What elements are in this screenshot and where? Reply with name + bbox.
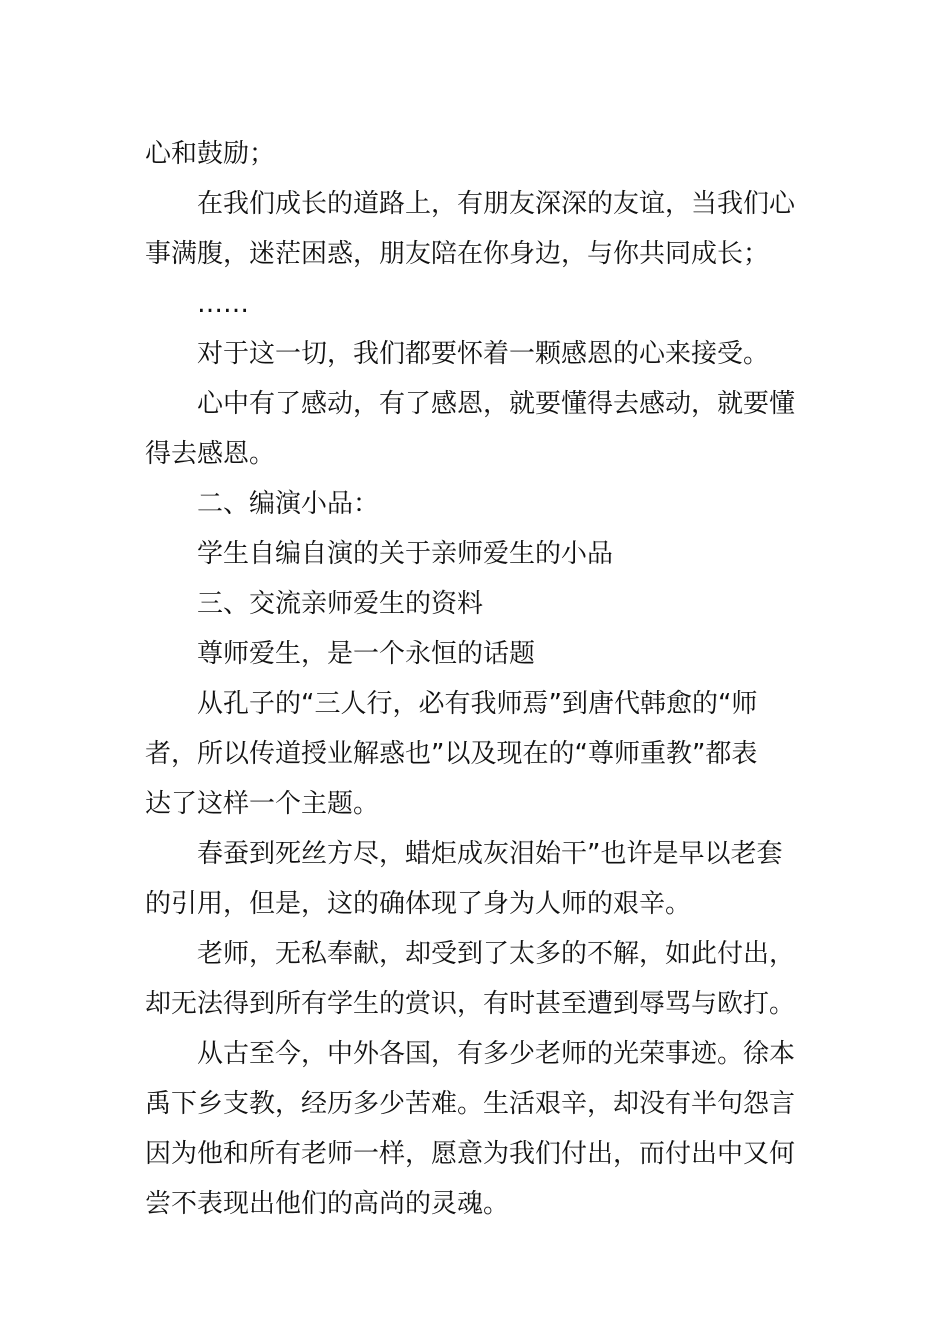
text-line: 达了这样一个主题。 <box>145 789 380 819</box>
text-line: 的引用，但是，这的确体现了身为人师的艰辛。 <box>145 889 692 919</box>
text-line: 禹下乡支教，经历多少苦难。生活艰辛，却没有半句怨言 <box>145 1089 796 1119</box>
text-line: 事满腹，迷茫困惑，朋友陪在你身边，与你共同成长； <box>145 239 770 269</box>
text-line: 得去感恩。 <box>145 439 276 469</box>
text-line: 心和鼓励； <box>145 139 276 169</box>
ellipsis-line: …… <box>197 289 249 319</box>
text-line: 心中有了感动，有了感恩，就要懂得去感动，就要懂 <box>197 389 796 419</box>
text-line: 尊师爱生，是一个永恒的话题 <box>197 639 536 669</box>
text-line: 对于这一切，我们都要怀着一颗感恩的心来接受。 <box>197 339 770 369</box>
document-body <box>145 129 805 1229</box>
text-line: 者，所以传道授业解惑也”以及现在的“尊师重教”都表 <box>145 739 758 769</box>
text-line: 学生自编自演的关于亲师爱生的小品 <box>197 539 614 569</box>
text-line: 老师，无私奉献，却受到了太多的不解，如此付出， <box>197 939 796 969</box>
section-heading: 二、编演小品： <box>197 489 380 519</box>
text-line: 在我们成长的道路上，有朋友深深的友谊，当我们心 <box>197 189 796 219</box>
text-line: 尝不表现出他们的高尚的灵魂。 <box>145 1189 510 1219</box>
text-line: 因为他和所有老师一样，愿意为我们付出，而付出中又何 <box>145 1139 796 1169</box>
text-line: 春蚕到死丝方尽，蜡炬成灰泪始干”也许是早以老套 <box>197 839 783 869</box>
text-line: 从孔子的“三人行，必有我师焉”到唐代韩愈的“师 <box>197 689 758 719</box>
section-heading: 三、交流亲师爱生的资料 <box>197 589 484 619</box>
text-line: 从古至今，中外各国，有多少老师的光荣事迹。徐本 <box>197 1039 796 1069</box>
text-line: 却无法得到所有学生的赏识，有时甚至遭到辱骂与欧打。 <box>145 989 796 1019</box>
